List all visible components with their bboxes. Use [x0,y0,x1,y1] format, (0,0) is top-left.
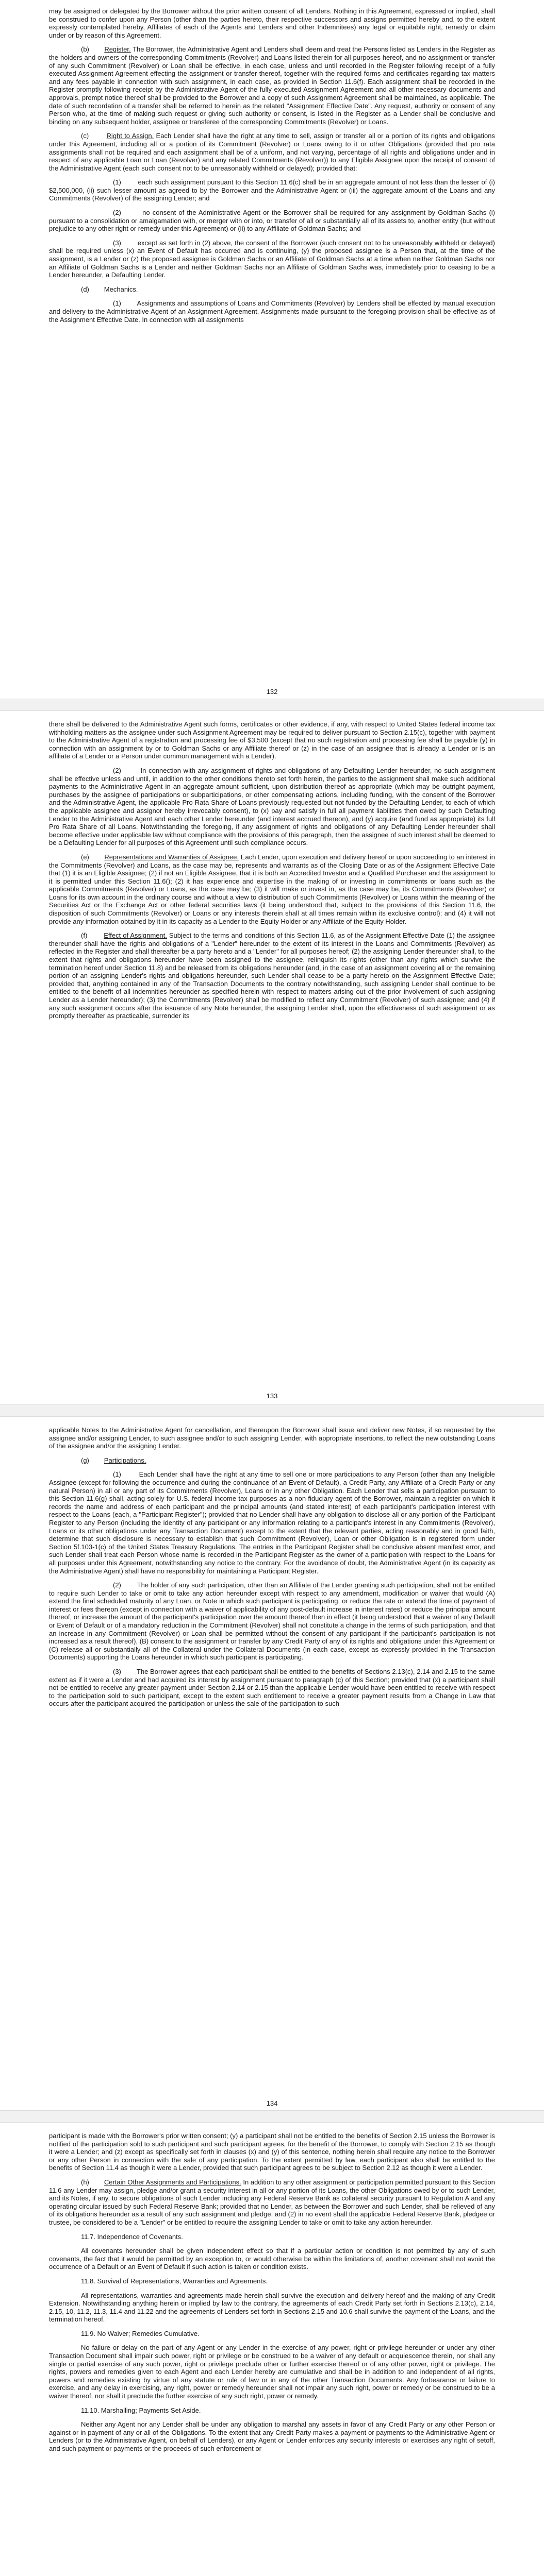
paragraph-text: except as set forth in (2) above, the consent of the Borrower (such consent not to be unreasonably withheld or delayed) shall be required unless (x) an Event of Default has occurred and is continuing, (y) the proposed assignee is a Person that, at the time of the assignment, is a Lender or (z) the proposed assignee is Goldman Sachs or an Affiliate of Goldman Sachs at a time when neither Goldman Sachs nor an Affiliate of Goldman Sachs is a Lender and neither Goldman Sachs nor an Affiliate of Goldman Sachs was, immediately prior to ceasing to be a Lender hereunder, a Defaulting Lender. [49,239,495,279]
section-paragraph [49,853,495,925]
clause-label: (b) [81,45,89,54]
clause-heading: Right to Assign. [106,132,154,140]
paragraph-text: Mechanics. [104,285,138,293]
paragraph-text: No failure or delay on the part of any Agent or any Lender in the exercise of any power, right or privilege hereunder or under any other Transaction Document shall impair such power, right or privilege or be construed to be a waiver of any default or acquiescence therein, nor shall any single or partial exercise of any such power, right or privilege preclude other or further exercise thereof or of any other power, right or privilege. The rights, powers and remedies given to each Agent and each Lender hereby are cumulative and shall be in addition to and independent of all rights, powers and remedies existing by virtue of any statute or rule of law or in any of the other Transaction Documents. Any forbearance or failure to exercise, and any delay in exercising, any right, power or remedy hereunder shall not impair any such right, power or remedy or be construed to be a waiver thereof, nor shall it preclude the further exercise of any such right, power or remedy. [49,2344,495,2400]
paragraph-text: applicable Notes to the Administrative Agent for cancellation, and thereupon the Borrower shall issue and deliver new Notes, if so requested by the assignee and/or assigning Lender, to such assignee and/or to such assigning Lender, with appropriate insertions, to reflect the new outstanding Loans of the assignee and/or the assigning Lender. [49,1426,495,1450]
paragraph-text: Each Lender shall have the right at any time to sell one or more participations to any Person (other than any Ineligible Assignee (except for following the occurrence and during the continuance of an Event of Default), a Credit Party, any Affiliate of a Credit Party or any natural Person) in all or any part of its Commitments (Revolver), Loans or in any other Obligation. Each Lender that sells a participation pursuant to this Section 11.6(g) shall, acting solely for U.S. federal income tax purposes as a non-fiduciary agent of the Borrower, maintain a register on which it records the name and address of each participant and the principal amounts (and stated interest) of each participant's participation interest with respect to the Loans (each, a "Participant Register"); provided that no Lender shall have any obligation to disclose all or any portion of the Participant Register to any Person (including the identity of any participant or any information relating to a participant's interest in any Commitments (Revolver), Loans or its other obligations under any Transaction Document) except to the extent that the relevant parties, acting reasonably and in good faith, determine that such disclosure is necessary to establish that such Commitment (Revolver), Loan or other Obligation is in registered form under Section 5f.103-1(c) of the United States Treasury Regulations. The entries in the Participant Register shall be conclusive absent manifest error, and such Lender shall treat each Person whose name is recorded in the Participant Register as the owner of a participation with respect to the Loans for all purposes under this Agreement, notwithstanding any notice to the contrary. For the avoidance of doubt, the Administrative Agent (in its capacity as the Administrative Agent) shall have no responsibility for maintaining a Participant Register. [49,1470,495,1575]
clause-label: (d) [81,285,89,293]
paragraph-text: participant is made with the Borrower's prior written consent; (y) a participant shall not be entitled to the benefits of Section 2.15 unless the Borrower is notified of the participation sold to such participant and such participant agrees, for the benefit of the Borrower, to comply with Section 2.15 as though it were a Lender; and (z) except as specifically set forth in clauses (x) and (y) of this sentence, nothing herein shall require any notice to the Borrower or any other Person in connection with the sale of any participation. To the extent permitted by law, each participant also shall be entitled to the benefits of Section 11.4 as though it were a Lender, provided that such participant agrees to be subject to Section 2.12 as though it were a Lender. [49,2132,495,2172]
paragraph [49,178,495,202]
clause-label: (3) [113,1668,121,1676]
page-number: 134 [266,2099,278,2107]
clause-heading: Representations and Warranties of Assignee. [104,853,239,861]
paragraph-text: 11.8. Survival of Representations, Warranties and Agreements. [81,2277,268,2285]
paragraph [49,285,495,294]
clause-label: (f) [81,931,88,940]
clause-heading: Certain Other Assignments and Participations. [104,2178,241,2186]
clause-label: (e) [81,853,89,861]
page-separator [0,2110,544,2123]
paragraph [49,7,495,39]
paragraph [49,1581,495,1662]
paragraph-text: Assignments and assumptions of Loans and Commitments (Revolver) by Lenders shall be effected by manual execution and delivery to the Administrative Agent of an Assignment Agreement. Assignments made pursuant to the foregoing provision shall be effective as of the Assignment Effective Date. In connection with all assignments [49,299,495,324]
paragraph-text: Subject to the terms and conditions of this Section 11.6, as of the Assignment Effective Date (1) the assignee thereunder shall have the rights and obligations of a "Lender" hereunder to the extent of its interest in the Loans and Commitments (Revolver) as reflected in the Register and shall thereafter be a party hereto and a "Lender" for all purposes hereof; (2) the assigning Lender thereunder shall, to the extent that rights and obligations hereunder have been assigned to the assignee, relinquish its rights (other than any rights which survive the termination hereof under Section 11.8) and be released from its obligations hereunder (and, in the case of an assignment covering all or the remaining portion of an assigning Lender's rights and obligations hereunder, such Lender shall cease to be a party hereto on the Assignment Effective Date; provided that, anything contained in any of the Transaction Documents to the contrary notwithstanding, such assigning Lender shall continue to be entitled to the benefit of all indemnities hereunder as specified herein with respect to matters arising out of the prior involvement of such assigning Lender as a Lender hereunder); (3) the Commitments (Revolver) shall be modified to reflect any Commitment (Revolver) of such assignee; and (4) if any such assignment occurs after the issuance of any Note hereunder, the assigning Lender shall, upon the effectiveness of such assignment or as promptly thereafter as practicable, surrender its [49,931,495,1020]
clause-label: (2) [113,1581,121,1589]
section-paragraph [49,132,495,172]
page-content [49,7,495,330]
paragraph-text: In connection with any assignment of rights and obligations of any Defaulting Lender hereunder, no such assignment shall be effective unless and until, in addition to the other conditions thereto set forth herein, the parties to the assignment shall make such additional payments to the Administrative Agent in an aggregate amount sufficient, upon distribution thereof as appropriate (which may be outright payment, purchases by the assignee of participations or subparticipations, or other compensating actions, including funding, with the consent of the Borrower and the Administrative Agent, the applicable Pro Rata Share of Loans previously requested but not funded by the Defaulting Lender, to each of which the applicable assignee and assignor hereby irrevocably consent), to (x) pay and satisfy in full all payment liabilities then owed by such Defaulting Lender to the Administrative Agent and each other Lender hereunder (and interest accrued thereon), and (y) acquire (and fund as appropriate) its full Pro Rata Share of all Loans. Notwithstanding the foregoing, if any assignment of rights and obligations of any Defaulting Lender hereunder shall become effective under applicable law without compliance with the provisions of this paragraph, then the assignee of such interest shall be deemed to be a Defaulting Lender for all purposes of this Agreement until such compliance occurs. [49,766,495,847]
paragraph [49,2292,495,2324]
paragraph [49,209,495,233]
paragraph-text: no consent of the Administrative Agent or the Borrower shall be required for any assignment by Goldman Sachs (i) pursuant to a consolidation or amalgamation with, or merger with or into, or transfer of all or substantially all of its assets to, another entity (but without prejudice to any other right or remedy under this Agreement) or (ii) to any Affiliate of Goldman Sachs; and [49,209,495,233]
clause-heading: Effect of Assignment. [104,931,167,940]
paragraph-text: Neither any Agent nor any Lender shall be under any obligation to marshal any assets in favor of any Credit Party or any other Person or against or in payment of any or all of the Obligations. To the extent that any Credit Party makes a payment or payments to the Administrative Agent or Lenders (or to the Administrative Agent, on behalf of Lenders), or any Agent or Lender enforces any security interests or exercises any right of setoff, and such payment or payments or the proceeds of such enforcement or [49,2420,495,2452]
clause-label: (3) [113,239,121,247]
paragraph-text: there shall be delivered to the Administrative Agent such forms, certificates or other evidence, if any, with respect to United States federal income tax withholding matters as the assignee under such Assignment Agreement may be required to deliver pursuant to Section 2.15(c), together with payment to the Administrative Agent of a registration and processing fee of $3,500 (except that no such registration and processing fee shall be payable (y) in connection with an assignment by or to Goldman Sachs or any Affiliate thereof or (z) in the case of an assignee that is already a Lender or is an affiliate of a Lender or a Person under common management with a Lender). [49,720,495,760]
clause-label: (h) [81,2178,89,2186]
paragraph-text: each such assignment pursuant to this Section 11.6(c) shall be in an aggregate amount of not less than the lesser of (i) $2,500,000, (ii) such lesser amount as agreed to by the Borrower and the Administrative Agent or (iii) the aggregate amount of the Loans and any Commitments (Revolver) of the assigning Lender; and [49,178,495,202]
paragraph-text: 11.7. Independence of Covenants. [81,2232,183,2241]
paragraph [49,2420,495,2452]
clause-label: (c) [81,132,89,140]
section-paragraph [49,931,495,1020]
page-number: 132 [266,688,278,696]
paragraph [49,2330,495,2338]
clause-heading: Register. [104,45,131,54]
paragraph-text: The Borrower agrees that each participant shall be entitled to the benefits of Sections 2.13(c), 2.14 and 2.15 to the same extent as if it were a Lender and had acquired its interest by assignment pursuant to paragraph (c) of this Section; provided that (x) a participant shall not be entitled to receive any greater payment under Section 2.14 or 2.15 than the applicable Lender would have been entitled to receive with respect to the participation sold to such participant, except to the extent such entitlement to receive a greater payment results from a Change in Law that occurs after the participant acquired the participation or unless the sale of the participation to such [49,1668,495,1708]
clause-label: (g) [81,1456,89,1464]
page-separator [0,1404,544,1417]
clause-label: (1) [113,178,121,187]
clause-label: (2) [113,209,121,217]
section-paragraph [49,45,495,126]
paragraph [49,2132,495,2172]
page-content [49,720,495,1026]
paragraph-text: Each Lender, upon execution and delivery hereof or upon succeeding to an interest in the Commitments (Revolver) and Loans, as the case may be, represents and warrants as of the Closing Date or as of the Assignment Effective Date that (1) it is an Eligible Assignee; (2) if not an Eligible Assignee, that it is both an Accredited Investor and a Qualified Purchaser and the assignment to it is permitted under this Section 11.6(); (2) it has experience and expertise in the making of or investing in commitments or loans such as the applicable Commitments (Revolver) or Loans, as the case may be; (3) it will make or invest in, as the case may be, its Commitments (Revolver) or Loans for its own account in the ordinary course and without a view to distribution of such Commitments (Revolver) or Loans within the meaning of the Securities Act or the Exchange Act or other federal securities laws (it being understood that, subject to the provisions of this Section 11.6, the disposition of such Commitments (Revolver) or Loans or any interests therein shall at all times remain within its exclusive control); and (4) it will not provide any information obtained by it in its capacity as a Lender to the Equity Holder or any Affiliate of the Equity Holder. [49,853,495,925]
paragraph [49,2233,495,2241]
paragraph [49,2406,495,2415]
paragraph [49,1426,495,1450]
paragraph [49,2344,495,2400]
paragraph [49,1470,495,1575]
clause-label: (1) [113,299,121,308]
paragraph [49,720,495,760]
section-paragraph [49,1456,495,1465]
page-content [49,1426,495,1714]
clause-label: (1) [113,1470,121,1479]
paragraph-text: All covenants hereunder shall be given independent effect so that if a particular action or condition is not permitted by any of such covenants, the fact that it would be permitted by an exception to, or would otherwise be within the limitations of, another covenant shall not avoid the occurrence of a Default or an Event of Default if such action is taken or condition exists. [49,2247,495,2271]
paragraph [49,1668,495,1708]
paragraph-text: All representations, warranties and agreements made herein shall survive the execution and delivery hereof and the making of any Credit Extension. Notwithstanding anything herein or implied by law to the contrary, the agreements of each Credit Party set forth in Sections 2.13(c), 2.14, 2.15, 10, 11.2, 11.3, 11.4 and 11.22 and the agreements of Lenders set forth in Sections 2.15 and 10.6 shall survive the payment of the Loans, and the termination hereof. [49,2291,495,2324]
paragraph-text: Each Lender shall have the right at any time to sell, assign or transfer all or a portion of its rights and obligations under this Agreement, including all or a portion of its Commitment (Revolver) or Loans owing to it or other Obligations (provided that pro rata assignments shall not be required and each assignment shall be of a uniform, and not varying, percentage of all rights and obligations under and in respect of any applicable Loan or Loan (Revolver) and any related Commitments (Revolver)) to any Eligible Assignee upon the receipt of consent of the Administrative Agent (each such consent not to be unreasonably withheld or delayed); provided that: [49,132,495,172]
page-content [49,2132,495,2459]
section-paragraph [49,2178,495,2227]
clause-heading: Participations. [104,1456,146,1464]
paragraph-text: may be assigned or delegated by the Borrower without the prior written consent of all Lenders. Nothing in this Agreement, expressed or implied, shall be construed to confer upon any Person (other than the parties hereto, their respective successors and assigns permitted hereby and, to the extent expressly contemplated hereby, Affiliates of each of the Agents and Lenders and other Indemnitees) any legal or equitable right, remedy or claim under or by reason of this Agreement. [49,7,495,39]
paragraph [49,239,495,279]
paragraph [49,2247,495,2271]
paragraph [49,2277,495,2285]
paragraph-text: The Borrower, the Administrative Agent and Lenders shall deem and treat the Persons listed as Lenders in the Register as the holders and owners of the corresponding Commitments (Revolver) and Loans listed therein for all purposes hereof, and no assignment or transfer of any such Commitment (Revolver) or Loan shall be effective, in each case, unless and until recorded in the Register following receipt of a fully executed Assignment Agreement effecting the assignment or transfer thereof, together with the required forms and certificates regarding tax matters and any fees payable in connection with such assignment, in each case, as provided in Section 11.6(f). Each assignment shall be recorded in the Register promptly following receipt by the Administrative Agent of the fully executed Assignment Agreement and all other necessary documents and approvals, prompt notice thereof shall be provided to the Borrower and a copy of such Assignment Agreement shall be maintained, as applicable. The date of such recordation of a transfer shall be referred to herein as the related "Assignment Effective Date". Any request, authority or consent of any Person who, at the time of making such request or giving such authority or consent, is listed in the Register as a Lender shall be conclusive and binding on any subsequent holder, assignee or transferee of the corresponding Commitments (Revolver) or Loans. [49,45,495,126]
clause-label: (2) [113,766,121,774]
paragraph-text: In addition to any other assignment or participation permitted pursuant to this Section 11.6 any Lender may assign, pledge and/or grant a security interest in all or any portion of its Loans, the other Obligations owed by or to such Lender, and its Notes, if any, to secure obligations of such Lender including any Federal Reserve Bank as collateral security pursuant to Regulation A and any operating circular issued by such Federal Reserve Bank; provided that no Lender, as between the Borrower and such Lender, shall be relieved of any of its obligations hereunder as a result of any such assignment and pledge, and (2) in no event shall the applicable Federal Reserve Bank, pledgee or trustee, be considered to be a "Lender" or be entitled to require the assigning Lender to take or omit to take any action hereunder. [49,2178,495,2226]
page-separator [0,699,544,711]
paragraph-text: 11.10. Marshalling; Payments Set Aside. [81,2406,201,2414]
paragraph-text: The holder of any such participation, other than an Affiliate of the Lender granting such participation, shall not be entitled to require such Lender to take or omit to take any action hereunder except with respect to any amendment, modification or waiver that would (A) extend the final scheduled maturity of any Loan, or Note in which such participant is participating, or reduce the rate or extend the time of payment of interest or fees thereon (except in connection with a waiver of applicability of any post-default increase in interest rates) or reduce the principal amount thereof, or increase the amount of the participant's participation over the amount thereof then in effect (it being understood that a waiver of any Default or Event of Default or of a mandatory reduction in the Commitment (Revolver) shall not constitute a change in the terms of such participation, and that an increase in any Commitment (Revolver) or Loan shall be permitted without the consent of any participant if the participant's participation is not increased as a result thereof), (B) consent to the assignment or transfer by any Credit Party of any of its rights and obligations under this Agreement or (C) release all or substantially all of the Collateral under the Collateral Documents (in each case, except as expressly provided in the Transaction Documents) supporting the Loans hereunder in which such participant is participating. [49,1581,495,1662]
paragraph-text: 11.9. No Waiver; Remedies Cumulative. [81,2329,200,2337]
paragraph [49,299,495,324]
paragraph [49,767,495,847]
page-number: 133 [266,1392,278,1400]
